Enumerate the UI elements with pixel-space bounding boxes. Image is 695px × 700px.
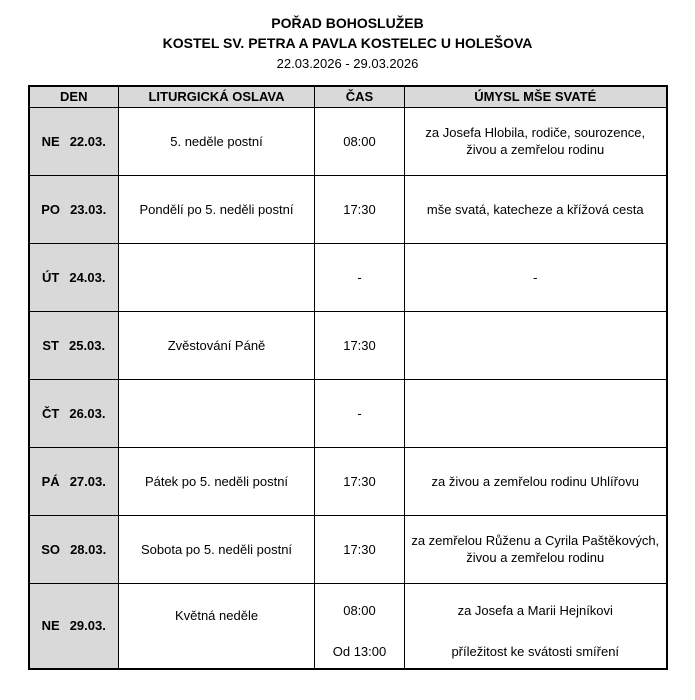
- day-abbrev: ST: [42, 337, 59, 353]
- header-row: [29, 86, 667, 107]
- day-label: [36, 202, 113, 217]
- intention-cell: [405, 175, 667, 243]
- table-row: [29, 311, 667, 379]
- day-cell: [29, 175, 119, 243]
- time-text: 17:30: [343, 201, 376, 217]
- intention-text: -: [533, 269, 538, 285]
- date-range: 22.03.2026 - 29.03.2026: [276, 55, 419, 71]
- intention-cell: [405, 243, 667, 311]
- intention-text: mše svatá, katecheze a křížová cesta: [426, 201, 644, 217]
- time-text: -: [357, 405, 362, 421]
- time-text: 17:30: [343, 473, 376, 489]
- intention-cell: [405, 583, 667, 669]
- table-row: [29, 583, 667, 669]
- liturgy-text: Květná neděle: [174, 607, 259, 623]
- table-row: [29, 175, 667, 243]
- liturgy-text: 5. neděle postní: [170, 133, 263, 149]
- table-row: [29, 379, 667, 447]
- day-cell: [29, 311, 119, 379]
- time-cell: [315, 379, 405, 447]
- time-cell: [315, 107, 405, 175]
- day-abbrev: NE: [41, 133, 60, 149]
- liturgy-cell: [119, 243, 315, 311]
- time-cell: [315, 311, 405, 379]
- day-date: 23.03.: [70, 201, 107, 217]
- day-cell: [29, 447, 119, 515]
- intention-cell: [405, 107, 667, 175]
- time-text-secondary: Od 13:00: [332, 643, 387, 659]
- time-text: 17:30: [343, 337, 376, 353]
- intention-text: za Josefa Hlobila, rodiče, sourozence, živou a zemřelou rodinu: [425, 124, 646, 158]
- day-cell: [29, 379, 119, 447]
- page-title: POŘAD BOHOSLUŽEB: [271, 15, 424, 31]
- column-header-umysl: ÚMYSL MŠE SVATÉ: [405, 86, 667, 107]
- table-row: [29, 447, 667, 515]
- time-text: -: [357, 269, 362, 285]
- liturgy-cell: [119, 583, 315, 669]
- day-date: 28.03.: [70, 541, 107, 557]
- liturgy-text: Pondělí po 5. neděli postní: [139, 201, 294, 217]
- table-row: [29, 107, 667, 175]
- column-header-liturgicka-oslava: LITURGICKÁ OSLAVA: [119, 86, 315, 107]
- table-row: [29, 243, 667, 311]
- day-abbrev: PO: [41, 201, 61, 217]
- intention-cell: [405, 311, 667, 379]
- day-label: [36, 474, 113, 489]
- liturgy-cell: [119, 379, 315, 447]
- day-date: 26.03.: [69, 405, 106, 421]
- day-abbrev: ÚT: [42, 269, 60, 285]
- day-abbrev: ČT: [42, 405, 60, 421]
- time-cell: [315, 583, 405, 669]
- day-date: 29.03.: [69, 618, 106, 634]
- intention-cell: [405, 447, 667, 515]
- time-text: 08:00: [343, 133, 376, 149]
- day-cell: [29, 107, 119, 175]
- schedule-table: [28, 85, 668, 670]
- liturgy-cell: [119, 311, 315, 379]
- time-cell: [315, 447, 405, 515]
- day-cell: [29, 583, 119, 669]
- liturgy-text: Sobota po 5. neděli postní: [140, 541, 293, 557]
- day-date: 27.03.: [69, 473, 106, 489]
- intention-cell: [405, 379, 667, 447]
- time-text: 17:30: [343, 541, 376, 557]
- day-abbrev: NE: [41, 618, 60, 634]
- intention-text-secondary: příležitost ke svátosti smíření: [451, 643, 620, 659]
- day-label: [36, 270, 113, 285]
- day-date: 24.03.: [69, 269, 106, 285]
- day-abbrev: PÁ: [41, 473, 60, 489]
- intention-text: za Josefa a Marii Hejníkovi: [457, 603, 613, 619]
- time-text: 08:00: [343, 603, 376, 619]
- column-header-cas: ČAS: [315, 86, 405, 107]
- title-block: [0, 13, 695, 73]
- time-cell: [315, 175, 405, 243]
- day-date: 25.03.: [68, 337, 106, 353]
- liturgy-cell: [119, 107, 315, 175]
- intention-cell: [405, 515, 667, 583]
- liturgy-cell: [119, 447, 315, 515]
- liturgy-text: Pátek po 5. neděli postní: [144, 473, 289, 489]
- day-label: [36, 338, 113, 353]
- day-label: [36, 134, 113, 149]
- intention-text: za živou a zemřelou rodinu Uhlířovu: [431, 473, 639, 489]
- day-label: [36, 618, 113, 633]
- liturgy-cell: [119, 515, 315, 583]
- day-cell: [29, 243, 119, 311]
- page-subtitle: KOSTEL SV. PETRA A PAVLA KOSTELEC U HOLEŠOVA: [162, 35, 533, 52]
- day-cell: [29, 515, 119, 583]
- liturgy-text: Zvěstování Páně: [167, 337, 266, 353]
- time-cell: [315, 515, 405, 583]
- day-label: [36, 406, 113, 421]
- table-row: [29, 515, 667, 583]
- intention-text: za zemřelou Růženu a Cyrila Paštěkových, živou a zemřelou rodinu: [411, 532, 660, 566]
- day-date: 22.03.: [69, 133, 106, 149]
- day-label: [36, 542, 113, 557]
- liturgy-cell: [119, 175, 315, 243]
- time-cell: [315, 243, 405, 311]
- day-abbrev: SO: [41, 541, 61, 557]
- column-header-den: DEN: [29, 86, 119, 107]
